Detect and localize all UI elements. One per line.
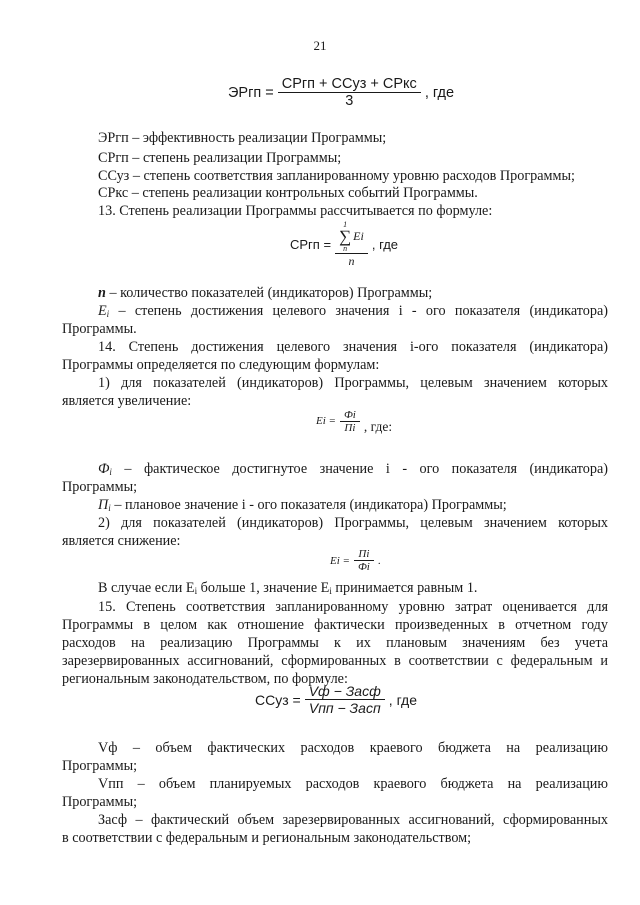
paragraph-15-line: расходов на реализацию Программы к их плановым значениям без учета (62, 635, 608, 651)
vpp-definition-cont: Программы; (62, 794, 138, 810)
formula-denominator: Фi (354, 560, 374, 573)
sum-lower-limit: n (343, 244, 348, 253)
paragraph-14-2: 2) для показателей (индикаторов) Программы, целевым значением которых (98, 515, 608, 531)
paragraph-14-1-cont: является увеличение: (62, 393, 192, 409)
case-text-a: В случае если E (98, 580, 195, 596)
formula-denominator: 3 (278, 92, 421, 109)
paragraph-13: 13. Степень реализации Программы рассчитывается по формуле: (98, 203, 493, 219)
formula-lhs: СРгп = (290, 237, 332, 252)
var-pi: П (98, 497, 109, 513)
formula-fraction (335, 220, 368, 269)
phi-definition-text: – фактическое достигнутое значение i - ого показателя (индикатора) (111, 461, 608, 477)
zasf-definition: Засф – фактический объем зарезервированных ассигнований, сформированных (98, 812, 608, 828)
formula-increase (316, 407, 392, 435)
formula-fraction (340, 409, 360, 434)
var-n: n (98, 285, 106, 301)
formula-denominator: Vпп − Засп (305, 699, 385, 716)
paragraph-15-line: зарезервированных ассигнований, сформированных в соответствии с федеральным и (62, 653, 608, 669)
def-line: ЭРгп – эффективность реализации Программы; (98, 130, 387, 146)
formula-denominator: n (335, 253, 368, 269)
formula-tail: , где (388, 691, 418, 708)
case-sub-2: i (329, 586, 332, 596)
formula-lhs: ССуз = (255, 691, 301, 708)
paragraph-15: 15. Степень соответствия запланированному уровню затрат оценивается для (98, 599, 608, 615)
e-definition-text: – степень достижения целевого значения i - ого показателя (индикатора) (109, 303, 608, 319)
paragraph-14-2-cont: является снижение: (62, 533, 181, 549)
paragraph-15-line: региональным законодательством, по формуле: (62, 671, 348, 687)
formula-fraction (278, 76, 421, 109)
def-line: СРкс – степень реализации контрольных событий Программы. (98, 185, 478, 201)
def-line: ССуз – степень соответствия запланированному уровню расходов Программы; (98, 168, 575, 184)
n-definition-text: – количество показателей (индикаторов) Программы; (105, 285, 433, 301)
var-phi-sub: i (109, 467, 112, 477)
formula-fraction (305, 683, 385, 716)
formula-numerator: Фi (343, 408, 356, 421)
formula-denominator: Пi (340, 421, 360, 434)
def-line: СРгп – степень реализации Программы; (98, 150, 342, 166)
formula-tail: . (377, 554, 381, 567)
sum-variable: Ei (353, 229, 364, 243)
n-definition (98, 285, 432, 302)
case-text-c: принимается равным 1. (331, 580, 478, 596)
case-sub-1: i (194, 586, 198, 596)
paragraph-14-1: 1) для показателей (индикаторов) Программы, целевым значением которых (98, 375, 608, 391)
vf-definition: Vф – объем фактических расходов краевого бюджета на реализацию (98, 740, 608, 756)
formula-efficiency (228, 76, 454, 109)
formula-fraction (354, 548, 374, 573)
formula-tail: , где: (363, 419, 393, 434)
formula-lhs: ЭРгп = (228, 84, 274, 101)
case-line (98, 580, 477, 600)
sum-symbol: ∑ (339, 227, 352, 246)
page-number: 21 (313, 38, 327, 53)
formula-lhs: Ei = (316, 415, 336, 427)
formula-numerator: СРгп + ССуз + СРкс (281, 76, 417, 92)
e-definition (98, 303, 608, 323)
formula-cost-compliance (255, 683, 417, 716)
vf-definition-cont: Программы; (62, 758, 138, 774)
formula-program-realization (290, 220, 398, 269)
formula-lhs: Ei = (330, 554, 350, 567)
paragraph-14: 14. Степень достижения целевого значения i-ого показателя (индикатора) (98, 339, 608, 355)
paragraph-15-line: Программы в целом как отношение фактически произведенных в отчетном году (62, 617, 608, 633)
vpp-definition: Vпп – объем планируемых расходов краевого бюджета на реализацию (98, 776, 608, 792)
formula-numerator: Пi (358, 548, 370, 560)
var-pi-sub: i (108, 503, 111, 513)
sum-upper-limit: 1 (343, 220, 348, 229)
phi-definition (98, 461, 608, 481)
zasf-definition-cont: в соответствии с федеральным и региональным законодательством; (62, 830, 472, 846)
phi-definition-cont: Программы; (62, 479, 138, 495)
paragraph-14-cont: Программы определяется по следующим формулам: (62, 357, 380, 373)
pi-definition (98, 497, 507, 517)
var-e-sub: i (106, 309, 110, 319)
var-phi: Ф (98, 461, 110, 477)
formula-decrease (330, 548, 381, 573)
formula-numerator (335, 220, 368, 253)
e-definition-cont: Программы. (62, 321, 137, 337)
formula-tail: , где (371, 237, 399, 252)
formula-numerator: Vф − Засф (308, 683, 381, 699)
var-e: E (98, 303, 107, 319)
formula-tail: , где (424, 84, 455, 101)
case-text-b: больше 1, значение E (197, 580, 330, 596)
pi-definition-text: – плановое значение i - ого показателя (индикатора) Программы; (110, 497, 507, 513)
